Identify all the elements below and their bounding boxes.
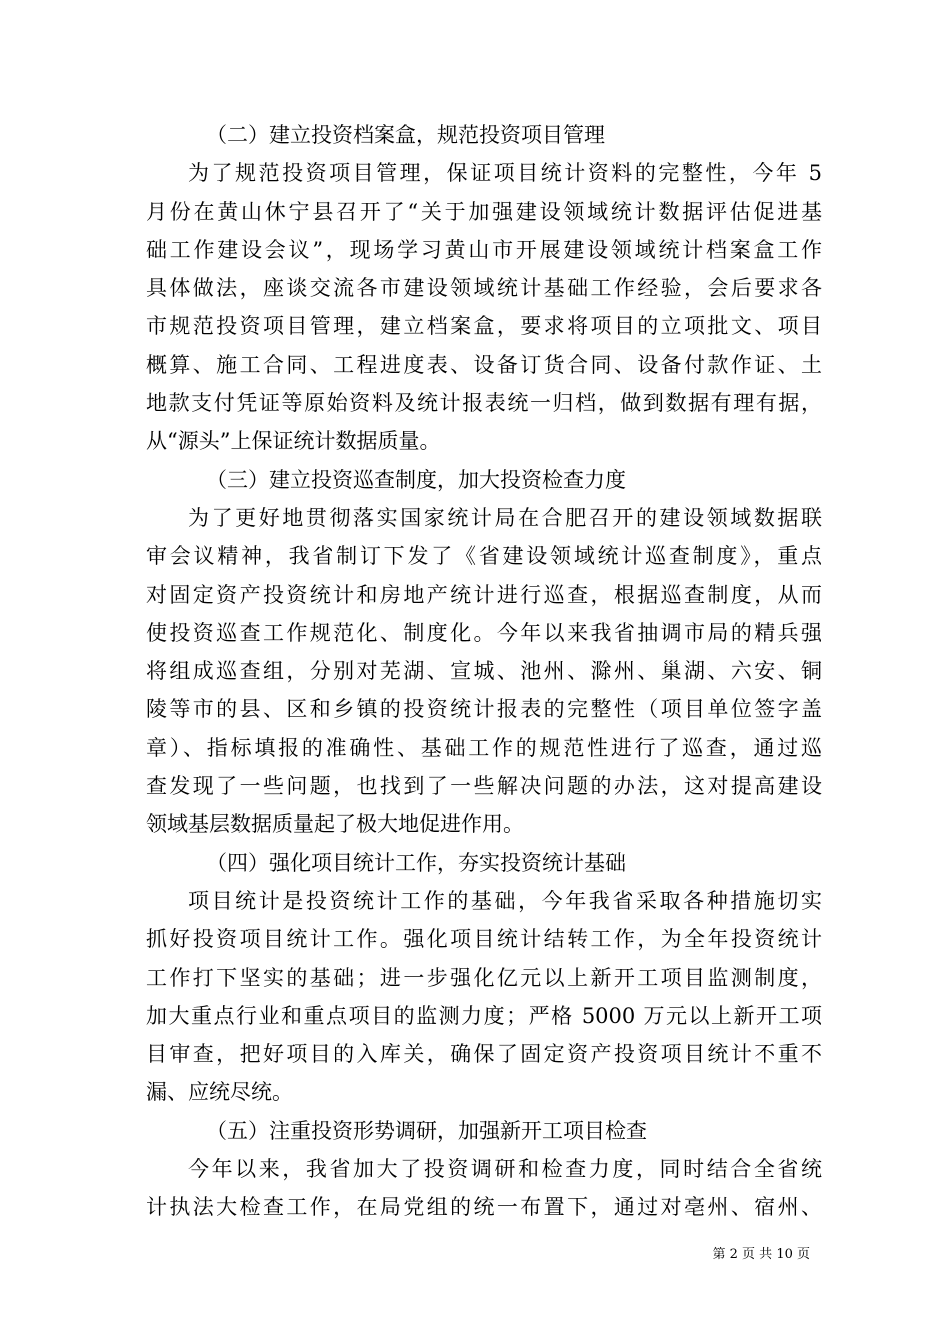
page-number-footer: 第 2 页 共 10 页 xyxy=(712,1247,810,1262)
paragraph-line: 计执法大检查工作，在局党组的统一布置下，通过对亳州、宿州、 xyxy=(146,1195,822,1220)
paragraph-line: 从“源头”上保证统计数据质量。 xyxy=(146,429,441,454)
section-heading-3: （三）建立投资巡查制度，加大投资检查力度 xyxy=(206,467,626,492)
paragraph-line: 漏、应统尽统。 xyxy=(146,1080,293,1105)
paragraph-line: 地款支付凭证等原始资料及统计报表统一归档，做到数据有理有据， xyxy=(146,391,822,416)
section-heading-2: （二）建立投资档案盒，规范投资项目管理 xyxy=(206,123,605,147)
paragraph-line: 目审查，把好项目的入库关，确保了固定资产投资项目统计不重不 xyxy=(146,1042,822,1067)
paragraph-line: 使投资巡查工作规范化、制度化。今年以来我省抽调市局的精兵强 xyxy=(146,620,822,645)
paragraph-line: 查发现了一些问题，也找到了一些解决问题的办法，这对提高建设 xyxy=(146,774,822,799)
paragraph-line: 项目统计是投资统计工作的基础，今年我省采取各种措施切实 xyxy=(188,888,822,913)
paragraph-line: 月份在黄山休宁县召开了“关于加强建设领域统计数据评估促进基 xyxy=(146,199,822,224)
paragraph-line: 概算、施工合同、工程进度表、设备订货合同、设备付款作证、土 xyxy=(146,352,822,377)
paragraph-line: 市规范投资项目管理，建立档案盒，要求将项目的立项批文、项目 xyxy=(146,314,822,339)
section-heading-5: （五）注重投资形势调研，加强新开工项目检查 xyxy=(206,1118,647,1143)
paragraph-line: 领域基层数据质量起了极大地促进作用。 xyxy=(146,812,524,837)
paragraph-line: 陵等市的县、区和乡镇的投资统计报表的完整性（项目单位签字盖 xyxy=(146,697,822,722)
paragraph-line: 础工作建设会议”，现场学习黄山市开展建设领域统计档案盒工作 xyxy=(146,237,822,262)
section-heading-4: （四）强化项目统计工作，夯实投资统计基础 xyxy=(206,850,626,875)
document-body xyxy=(146,116,822,1227)
paragraph-line: 抓好投资项目统计工作。强化项目统计结转工作，为全年投资统计 xyxy=(146,927,822,952)
paragraph-line: 对固定资产投资统计和房地产统计进行巡查，根据巡查制度，从而 xyxy=(146,582,822,607)
paragraph-line: 将组成巡查组，分别对芜湖、宣城、池州、滁州、巢湖、六安、铜 xyxy=(146,659,822,684)
paragraph-line: 为了规范投资项目管理，保证项目统计资料的完整性，今年 5 xyxy=(188,161,822,186)
paragraph-line: 审会议精神，我省制订下发了《省建设领域统计巡查制度》，重点 xyxy=(146,544,822,569)
paragraph-line: 章）、指标填报的准确性、基础工作的规范性进行了巡查，通过巡 xyxy=(146,735,822,760)
paragraph-line: 具体做法，座谈交流各市建设领域统计基础工作经验，会后要求各 xyxy=(146,276,822,301)
paragraph-line: 为了更好地贯彻落实国家统计局在合肥召开的建设领域数据联 xyxy=(188,505,822,530)
paragraph-line: 加大重点行业和重点项目的监测力度；严格 5000 万元以上新开工项 xyxy=(146,1003,822,1028)
paragraph-line: 工作打下坚实的基础；进一步强化亿元以上新开工项目监测制度， xyxy=(146,965,822,990)
paragraph-line: 今年以来，我省加大了投资调研和检查力度，同时结合全省统 xyxy=(188,1157,822,1182)
